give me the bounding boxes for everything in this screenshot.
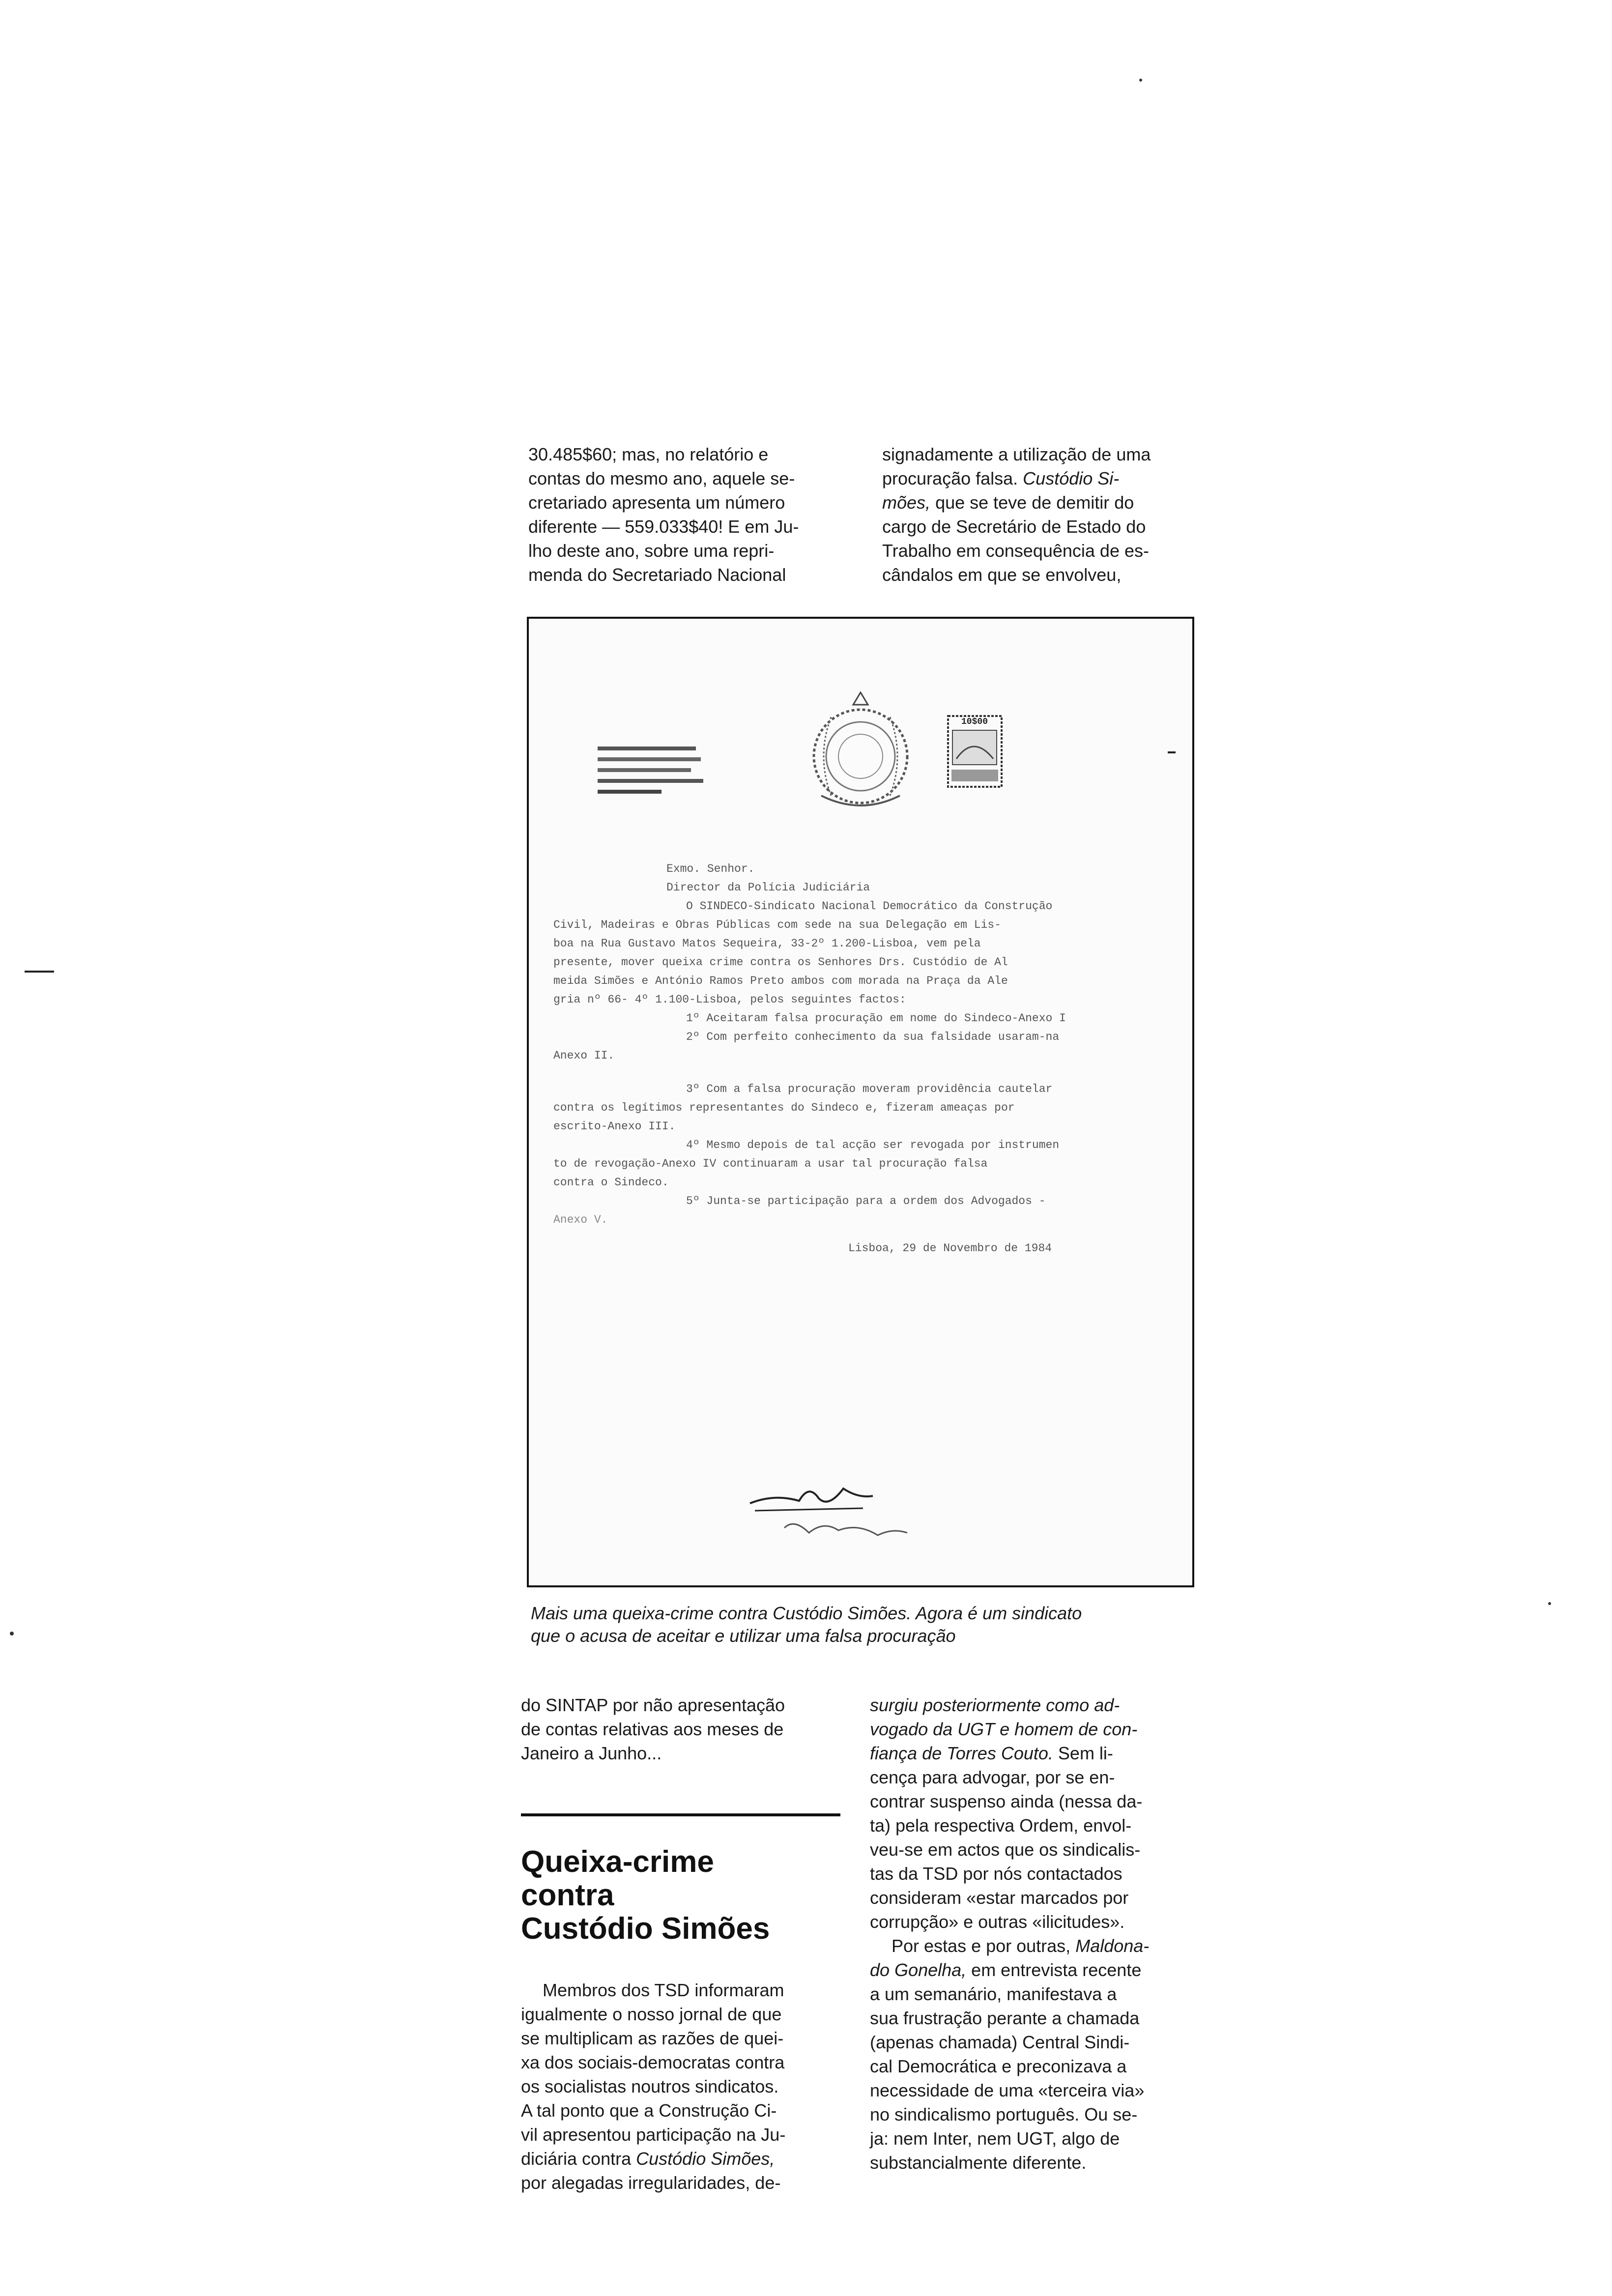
text-line: contas do mesmo ano, aquele se- bbox=[528, 468, 795, 488]
letterhead-block bbox=[598, 746, 706, 801]
person-name: do Gonelha, bbox=[870, 1960, 967, 1980]
text-line: Janeiro a Junho... bbox=[521, 1743, 662, 1763]
text-line: Membros dos TSD informaram bbox=[543, 1980, 784, 2000]
person-name: Custódio Simões, bbox=[636, 2149, 775, 2169]
text-line: vil apresentou participação na Ju- bbox=[521, 2124, 786, 2145]
text-line: corrupção» e outras «ilicitudes». bbox=[870, 1912, 1125, 1932]
person-name: Custódio Si- bbox=[1023, 468, 1120, 488]
bottom-left-intro bbox=[521, 1693, 845, 1765]
text-line: veu-se em actos que os sindicalis- bbox=[870, 1839, 1141, 1860]
letter-line: meida Simões e António Ramos Preto ambos com morada na Praça da Ale bbox=[553, 975, 1008, 987]
margin-mark bbox=[25, 971, 54, 973]
letter-line: Anexo II. bbox=[553, 1049, 615, 1062]
caption-line: Mais uma queixa-crime contra Custódio Simões. Agora é um sindicato bbox=[531, 1603, 1082, 1623]
text-line: signadamente a utilização de uma bbox=[882, 444, 1151, 464]
letter-line: contra os legítimos representantes do Sindeco e, fizeram ameaças por bbox=[553, 1101, 1015, 1114]
text-line: a um semanário, manifestava a bbox=[870, 1984, 1117, 2004]
bottom-right-column bbox=[870, 1693, 1204, 2175]
bottom-left-paragraph bbox=[521, 1978, 845, 2195]
text-fragment: Por estas e por outras, bbox=[892, 1936, 1071, 1956]
letter-line: to de revogação-Anexo IV continuaram a usar tal procuração falsa bbox=[553, 1157, 988, 1170]
letter-line: boa na Rua Gustavo Matos Sequeira, 33-2º 1.200-Lisboa, vem pela bbox=[553, 937, 981, 950]
letter-line: Civil, Madeiras e Obras Públicas com sede na sua Delegação em Lis- bbox=[553, 918, 1001, 931]
text-fragment: diciária contra bbox=[521, 2149, 632, 2169]
image-caption bbox=[531, 1602, 1209, 1647]
person-name: Maldona- bbox=[1075, 1936, 1150, 1956]
text-line: substancialmente diferente. bbox=[870, 2152, 1087, 2173]
letter-date: Lisboa, 29 de Novembro de 1984 bbox=[848, 1242, 1052, 1255]
letter-line: 3º Com a falsa procuração moveram providência cautelar bbox=[686, 1083, 1053, 1095]
text-line: lho deste ano, sobre uma repri- bbox=[528, 541, 775, 561]
letter-line: 5º Junta-se participação para a ordem dos Advogados - bbox=[686, 1195, 1046, 1207]
text-line: 30.485$60; mas, no relatório e bbox=[528, 444, 769, 464]
text-line: menda do Secretariado Nacional bbox=[528, 565, 786, 585]
text-line: cal Democrática e preconizava a bbox=[870, 2056, 1127, 2076]
text-fragment: Sem li- bbox=[1058, 1743, 1113, 1763]
text-line: contrar suspenso ainda (nessa da- bbox=[870, 1791, 1143, 1811]
letter-line: presente, mover queixa crime contra os Senhores Drs. Custódio de Al bbox=[553, 956, 1008, 969]
text-line: ta) pela respectiva Ordem, envol- bbox=[870, 1815, 1132, 1836]
text-line bbox=[870, 1934, 1204, 1958]
top-left-column bbox=[528, 442, 853, 587]
scan-speck bbox=[10, 1632, 14, 1636]
typed-letter bbox=[553, 860, 1168, 1258]
text-line bbox=[870, 1958, 1204, 1982]
text-line: A tal ponto que a Construção Ci- bbox=[521, 2100, 777, 2121]
text-line: cargo de Secretário de Estado do bbox=[882, 517, 1146, 537]
section-headline bbox=[521, 1845, 816, 1946]
letter-line: gria nº 66- 4º 1.100-Lisboa, pelos seguintes factos: bbox=[553, 993, 906, 1006]
text-line: xa dos sociais-democratas contra bbox=[521, 2052, 785, 2072]
letter-line: Director da Polícia Judiciária bbox=[666, 881, 870, 894]
text-line: cença para advogar, por se en- bbox=[870, 1767, 1115, 1787]
text-line bbox=[882, 466, 1207, 490]
text-line: sua frustração perante a chamada bbox=[870, 2008, 1140, 2028]
text-fragment: em entrevista recente bbox=[971, 1960, 1142, 1980]
letter-line: 1º Aceitaram falsa procuração em nome do Sindeco-Anexo I bbox=[686, 1012, 1066, 1025]
text-line: cretariado apresenta um número bbox=[528, 492, 785, 513]
text-line: (apenas chamada) Central Sindi- bbox=[870, 2032, 1130, 2052]
text-line: cândalos em que se envolveu, bbox=[882, 565, 1122, 585]
caption-line: que o acusa de aceitar e utilizar uma falsa procuração bbox=[531, 1626, 956, 1646]
letter-line: contra o Sindeco. bbox=[553, 1176, 669, 1189]
text-line: por alegadas irregularidades, de- bbox=[521, 2173, 781, 2193]
headline-line: Custódio Simões bbox=[521, 1912, 770, 1946]
text-line bbox=[870, 1741, 1204, 1765]
scan-speck bbox=[1548, 1602, 1551, 1605]
text-line: Trabalho em consequência de es- bbox=[882, 541, 1149, 561]
headline-line: contra bbox=[521, 1878, 614, 1912]
text-line bbox=[521, 2147, 845, 2171]
section-divider bbox=[521, 1813, 840, 1816]
text-line: consideram «estar marcados por bbox=[870, 1888, 1129, 1908]
text-line: do SINTAP por não apresentação bbox=[521, 1695, 785, 1715]
letter-line: 4º Mesmo depois de tal acção ser revogada por instrumen bbox=[686, 1139, 1060, 1151]
text-line bbox=[882, 490, 1207, 515]
text-line: vogado da UGT e homem de con- bbox=[870, 1719, 1138, 1739]
text-line: de contas relativas aos meses de bbox=[521, 1719, 784, 1739]
text-line: ja: nem Inter, nem UGT, algo de bbox=[870, 2128, 1120, 2149]
text-line: diferente — 559.033$40! E em Ju- bbox=[528, 517, 799, 537]
headline-line: Queixa-crime bbox=[521, 1845, 714, 1879]
text-fragment: que se teve de demitir do bbox=[935, 492, 1134, 513]
handwritten-signature bbox=[745, 1474, 922, 1552]
letter-line: Exmo. Senhor. bbox=[666, 862, 755, 875]
scanned-letter-image bbox=[527, 617, 1194, 1587]
coat-of-arms-seal bbox=[802, 688, 920, 815]
text-fragment: fiança de Torres Couto. bbox=[870, 1743, 1053, 1763]
text-line: igualmente o nosso jornal de que bbox=[521, 2004, 782, 2024]
text-fragment: procuração falsa. bbox=[882, 468, 1018, 488]
text-line: no sindicalismo português. Ou se- bbox=[870, 2104, 1138, 2124]
letter-line: Anexo V. bbox=[553, 1213, 608, 1226]
text-line: tas da TSD por nós contactados bbox=[870, 1864, 1123, 1884]
person-name: mões, bbox=[882, 492, 931, 513]
letter-line: 2º Com perfeito conhecimento da sua falsidade usaram-na bbox=[686, 1031, 1060, 1043]
letter-line: O SINDECO-Sindicato Nacional Democrático da Construção bbox=[686, 900, 1053, 913]
top-right-column bbox=[882, 442, 1207, 587]
stamp-value: 10$00 bbox=[961, 717, 988, 727]
scan-speck bbox=[1139, 79, 1142, 82]
scan-mark bbox=[1168, 751, 1176, 753]
text-line: necessidade de uma «terceira via» bbox=[870, 2080, 1145, 2100]
letter-line: escrito-Anexo III. bbox=[553, 1120, 676, 1133]
text-line: os socialistas noutros sindicatos. bbox=[521, 2076, 779, 2096]
text-line: se multiplicam as razões de quei- bbox=[521, 2028, 784, 2048]
text-line: surgiu posteriormente como ad- bbox=[870, 1695, 1120, 1715]
